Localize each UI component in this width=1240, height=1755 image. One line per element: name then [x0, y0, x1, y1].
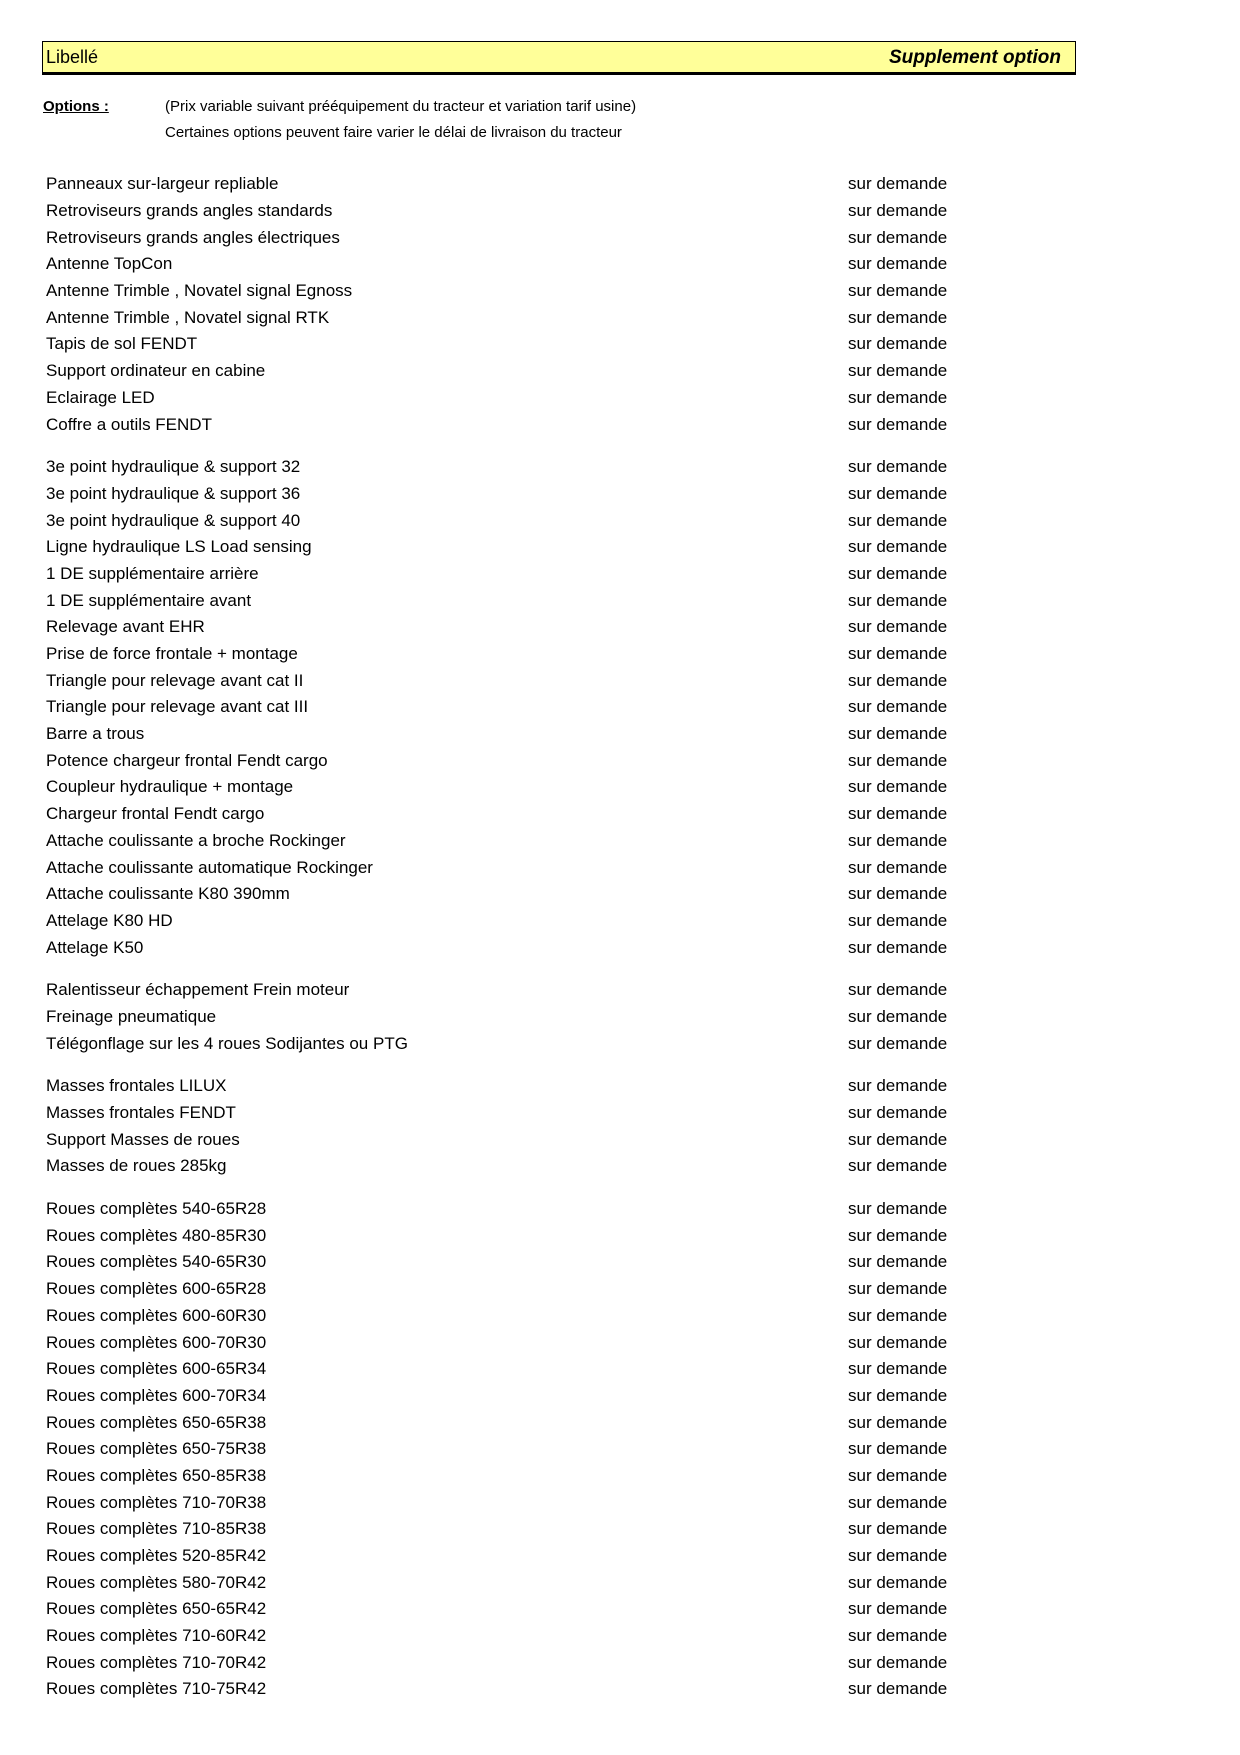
option-price: sur demande [848, 857, 948, 877]
option-label: Barre a trous [46, 724, 145, 744]
option-group [46, 454, 1196, 961]
option-label: Panneaux sur-largeur repliable [46, 174, 279, 194]
list-item [46, 331, 1196, 358]
option-label: Attelage K80 HD [46, 910, 173, 930]
option-label: Roues complètes 650-65R42 [46, 1599, 267, 1619]
option-label: Roues complètes 600-60R30 [46, 1305, 267, 1325]
option-label: Roues complètes 540-65R28 [46, 1199, 267, 1219]
option-label: Attelage K50 [46, 937, 144, 957]
option-group [46, 1196, 1196, 1703]
list-item [46, 1676, 1196, 1703]
option-price: sur demande [848, 457, 948, 477]
list-item [46, 304, 1196, 331]
option-label: Prise de force frontale + montage [46, 644, 298, 664]
options-list [46, 171, 1196, 1703]
option-price: sur demande [848, 1199, 948, 1219]
option-price: sur demande [848, 254, 948, 274]
list-item [46, 1249, 1196, 1276]
list-item [46, 1276, 1196, 1303]
list-item [46, 747, 1196, 774]
option-label: 3e point hydraulique & support 32 [46, 457, 301, 477]
list-item [46, 774, 1196, 801]
options-notes [165, 94, 636, 146]
option-price: sur demande [848, 1385, 948, 1405]
list-item [46, 1409, 1196, 1436]
list-item [46, 1623, 1196, 1650]
option-label: Chargeur frontal Fendt cargo [46, 804, 265, 824]
option-price: sur demande [848, 1103, 948, 1123]
header-bar [42, 41, 1076, 75]
option-price: sur demande [848, 1492, 948, 1512]
option-price: sur demande [848, 537, 948, 557]
option-label: Roues complètes 650-75R38 [46, 1439, 267, 1459]
option-label: Antenne Trimble , Novatel signal Egnoss [46, 281, 353, 301]
option-label: Roues complètes 580-70R42 [46, 1572, 267, 1592]
list-item [46, 385, 1196, 412]
option-price: sur demande [848, 1599, 948, 1619]
option-price: sur demande [848, 804, 948, 824]
list-item [46, 1436, 1196, 1463]
option-price: sur demande [848, 1519, 948, 1539]
option-price: sur demande [848, 1033, 948, 1053]
option-label: Antenne TopCon [46, 254, 173, 274]
option-label: Roues complètes 480-85R30 [46, 1225, 267, 1245]
option-label: Ligne hydraulique LS Load sensing [46, 537, 312, 557]
option-label: Ralentisseur échappement Frein moteur [46, 980, 350, 1000]
option-label: Attache coulissante a broche Rockinger [46, 830, 346, 850]
option-label: Télégonflage sur les 4 roues Sodijantes ou PTG [46, 1033, 408, 1053]
option-label: Masses de roues 285kg [46, 1156, 227, 1176]
option-label: Roues complètes 710-75R42 [46, 1679, 267, 1699]
option-label: Support Masses de roues [46, 1129, 240, 1149]
list-item [46, 614, 1196, 641]
option-label: 1 DE supplémentaire avant [46, 590, 252, 610]
option-label: Support ordinateur en cabine [46, 361, 266, 381]
option-group [46, 171, 1196, 438]
list-item [46, 358, 1196, 385]
option-price: sur demande [848, 1006, 948, 1026]
option-price: sur demande [848, 1465, 948, 1485]
list-item [46, 1153, 1196, 1180]
option-label: Freinage pneumatique [46, 1006, 217, 1026]
list-item [46, 721, 1196, 748]
option-label: Roues complètes 540-65R30 [46, 1252, 267, 1272]
option-price: sur demande [848, 617, 948, 637]
list-item [46, 908, 1196, 935]
option-price: sur demande [848, 830, 948, 850]
option-price: sur demande [848, 1439, 948, 1459]
list-item [46, 881, 1196, 908]
option-price: sur demande [848, 777, 948, 797]
option-price: sur demande [848, 1076, 948, 1096]
list-item [46, 1356, 1196, 1383]
option-label: Retroviseurs grands angles standards [46, 201, 333, 221]
option-price: sur demande [848, 387, 948, 407]
option-label: Roues complètes 650-65R38 [46, 1412, 267, 1432]
list-item [46, 1030, 1196, 1057]
list-item [46, 507, 1196, 534]
option-label: Masses frontales FENDT [46, 1103, 236, 1123]
option-price: sur demande [848, 361, 948, 381]
list-item [46, 561, 1196, 588]
option-label: Eclairage LED [46, 387, 155, 407]
option-price: sur demande [848, 1305, 948, 1325]
list-item [46, 1516, 1196, 1543]
option-price: sur demande [848, 750, 948, 770]
list-item [46, 1543, 1196, 1570]
option-price: sur demande [848, 307, 948, 327]
option-price: sur demande [848, 1572, 948, 1592]
option-price: sur demande [848, 227, 948, 247]
header-supplement-option-label: Supplement option [888, 46, 1061, 68]
option-label: Attache coulissante automatique Rockinger [46, 857, 373, 877]
list-item [46, 641, 1196, 668]
option-price: sur demande [848, 1225, 948, 1245]
option-price: sur demande [848, 1252, 948, 1272]
list-item [46, 1126, 1196, 1153]
option-price: sur demande [848, 483, 948, 503]
option-price: sur demande [848, 281, 948, 301]
options-label: Options : [43, 98, 109, 115]
option-price: sur demande [848, 1332, 948, 1352]
list-item [46, 854, 1196, 881]
option-label: Roues complètes 600-70R30 [46, 1332, 267, 1352]
list-item [46, 1569, 1196, 1596]
option-price: sur demande [848, 697, 948, 717]
option-price: sur demande [848, 1279, 948, 1299]
options-note-section [43, 94, 636, 146]
option-label: Roues complètes 710-85R38 [46, 1519, 267, 1539]
option-price: sur demande [848, 910, 948, 930]
option-price: sur demande [848, 1156, 948, 1176]
options-note-line-1: (Prix variable suivant prééquipement du tracteur et variation tarif usine) [165, 98, 637, 115]
option-price: sur demande [848, 937, 948, 957]
options-note-line-2: Certaines options peuvent faire varier le délai de livraison du tracteur [165, 124, 622, 141]
list-item [46, 977, 1196, 1004]
option-label: Potence chargeur frontal Fendt cargo [46, 750, 328, 770]
option-price: sur demande [848, 724, 948, 744]
option-group [46, 977, 1196, 1057]
option-price: sur demande [848, 510, 948, 530]
list-item [46, 1596, 1196, 1623]
list-item [46, 801, 1196, 828]
option-label: Roues complètes 600-65R28 [46, 1279, 267, 1299]
option-label: Roues complètes 650-85R38 [46, 1465, 267, 1485]
list-item [46, 587, 1196, 614]
list-item [46, 1196, 1196, 1223]
option-label: Tapis de sol FENDT [46, 334, 198, 354]
option-label: 3e point hydraulique & support 40 [46, 510, 301, 530]
option-label: Masses frontales LILUX [46, 1076, 227, 1096]
list-item [46, 694, 1196, 721]
option-label: Attache coulissante K80 390mm [46, 884, 290, 904]
list-item [46, 1649, 1196, 1676]
list-item [46, 828, 1196, 855]
option-label: Coffre a outils FENDT [46, 414, 212, 434]
list-item [46, 278, 1196, 305]
option-label: Retroviseurs grands angles électriques [46, 227, 340, 247]
header-libelle-label: Libellé [46, 47, 99, 67]
option-price: sur demande [848, 563, 948, 583]
option-price: sur demande [848, 1679, 948, 1699]
list-item [46, 171, 1196, 198]
option-label: Coupleur hydraulique + montage [46, 777, 294, 797]
option-price: sur demande [848, 1129, 948, 1149]
list-item [46, 411, 1196, 438]
option-price: sur demande [848, 980, 948, 1000]
option-label: 1 DE supplémentaire arrière [46, 563, 259, 583]
option-price: sur demande [848, 1626, 948, 1646]
option-label: Antenne Trimble , Novatel signal RTK [46, 307, 330, 327]
option-price: sur demande [848, 174, 948, 194]
option-label: 3e point hydraulique & support 36 [46, 483, 301, 503]
list-item [46, 1100, 1196, 1127]
list-item [46, 1463, 1196, 1490]
option-label: Roues complètes 600-65R34 [46, 1359, 267, 1379]
list-item [46, 1004, 1196, 1031]
list-item [46, 1489, 1196, 1516]
list-item [46, 1222, 1196, 1249]
option-label: Roues complètes 520-85R42 [46, 1546, 267, 1566]
option-price: sur demande [848, 884, 948, 904]
option-label: Relevage avant EHR [46, 617, 205, 637]
option-price: sur demande [848, 644, 948, 664]
list-item [46, 1329, 1196, 1356]
option-price: sur demande [848, 1546, 948, 1566]
option-label: Roues complètes 710-60R42 [46, 1626, 267, 1646]
option-label: Triangle pour relevage avant cat II [46, 670, 304, 690]
option-price: sur demande [848, 201, 948, 221]
list-item [46, 454, 1196, 481]
option-price: sur demande [848, 590, 948, 610]
list-item [46, 251, 1196, 278]
list-item [46, 534, 1196, 561]
option-label: Triangle pour relevage avant cat III [46, 697, 309, 717]
option-price: sur demande [848, 1412, 948, 1432]
option-price: sur demande [848, 1359, 948, 1379]
list-item [46, 1383, 1196, 1410]
option-price: sur demande [848, 334, 948, 354]
list-item [46, 198, 1196, 225]
list-item [46, 224, 1196, 251]
option-label: Roues complètes 600-70R34 [46, 1385, 267, 1405]
list-item [46, 667, 1196, 694]
list-item [46, 1303, 1196, 1330]
option-label: Roues complètes 710-70R42 [46, 1652, 267, 1672]
option-price: sur demande [848, 670, 948, 690]
option-group [46, 1073, 1196, 1180]
list-item [46, 481, 1196, 508]
list-item [46, 934, 1196, 961]
list-item [46, 1073, 1196, 1100]
option-label: Roues complètes 710-70R38 [46, 1492, 267, 1512]
option-price: sur demande [848, 1652, 948, 1672]
option-price: sur demande [848, 414, 948, 434]
